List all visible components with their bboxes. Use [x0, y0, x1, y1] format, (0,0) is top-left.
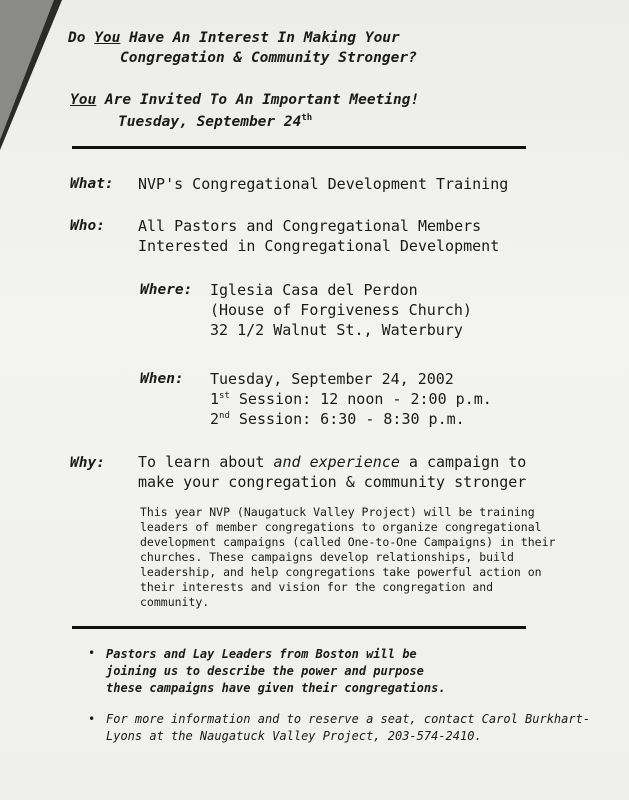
where-label: Where: — [140, 282, 193, 298]
bullet-marker-1: • — [88, 646, 96, 660]
header-line-1: Do You Have An Interest In Making Your — [68, 30, 400, 46]
why-paragraph: This year NVP (Naugatuck Valley Project) will be training leaders of member congregations to organize congregational development campaigns (called One-to-One Campaigns) in their churches. These campaigns develop relationships, build leadership, and help congregations take powerful action on their interests and vision for the congregation and community. — [140, 505, 556, 609]
bullet-1-text: Pastors and Lay Leaders from Boston will be joining us to describe the power and purpose these campaigns have given their congregations. — [106, 647, 446, 695]
header-line-4: Tuesday, September 24th — [118, 113, 313, 130]
why-line-1: To learn about and experience a campaign to — [138, 453, 527, 471]
header-line-3: You Are Invited To An Important Meeting! — [70, 92, 420, 108]
bullet-marker-2: • — [88, 712, 96, 726]
when-session-1: 1st Session: 12 noon - 2:00 p.m. — [210, 390, 492, 408]
what-text: NVP's Congregational Development Training — [138, 175, 509, 193]
why-label: Why: — [70, 455, 105, 471]
when-session-2: 2nd Session: 6:30 - 8:30 p.m. — [210, 410, 465, 428]
header-line-2: Congregation & Community Stronger? — [120, 50, 417, 66]
what-label: What: — [70, 176, 114, 192]
bullet-2-text: For more information and to reserve a seat, contact Carol Burkhart- Lyons at the Naugatuck Valley Project, 203-574-2410. — [106, 712, 591, 743]
when-label: When: — [140, 371, 184, 387]
who-line-1: All Pastors and Congregational Members — [138, 217, 482, 235]
bottom-divider — [72, 626, 526, 629]
who-label: Who: — [70, 218, 105, 234]
where-line-1: Iglesia Casa del Perdon — [210, 281, 418, 299]
where-line-3: 32 1/2 Walnut St., Waterbury — [210, 321, 463, 339]
why-line-2: make your congregation & community stronger — [138, 473, 527, 491]
folded-corner-inner — [0, 0, 54, 140]
top-divider — [72, 146, 526, 149]
where-line-2: (House of Forgiveness Church) — [210, 301, 472, 319]
when-line-1: Tuesday, September 24, 2002 — [210, 370, 454, 388]
who-line-2: Interested in Congregational Development — [138, 237, 500, 255]
